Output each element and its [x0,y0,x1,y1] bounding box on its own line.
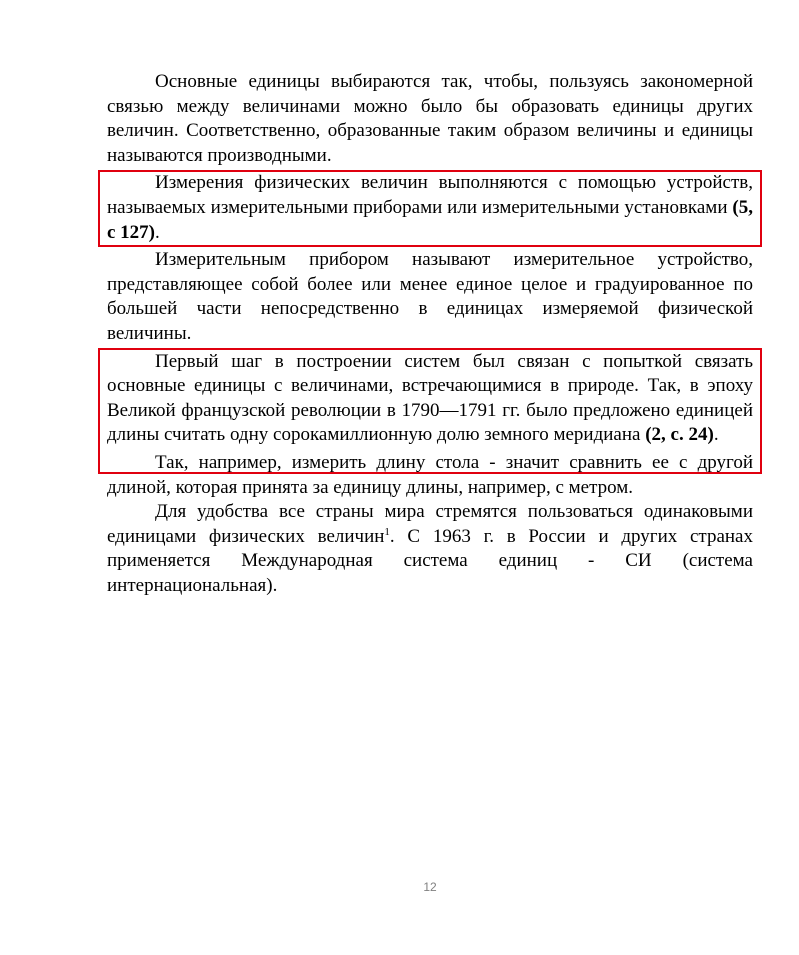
footnote-marker[interactable]: 1 [384,525,390,538]
paragraph-text: Для удобства все страны мира стремятся пользоваться одинаковыми единицами физических величин [107,501,753,547]
highlight-box-first-step [98,348,762,474]
paragraph-text: Измерения физических величин выполняются с помощью устройств, называемых измерительными приборами или измерительными установками [107,172,753,218]
paragraph-measuring-instrument [107,248,753,346]
paragraph-text-continued: . С 1963 г. в России и других странах применяется Международная система единиц - СИ (система интернациональная). [107,525,753,596]
paragraph-si-system [107,500,753,598]
highlight-box-measurements [98,170,762,247]
paragraph-punctuation: . [713,424,719,446]
citation-reference: (2, с. 24) [645,424,714,446]
paragraph-text: Измерительным прибором называют измерительное устройство, представляющее собой более или менее единое целое и градуированное по большей части непосредственно в единицах измеряемой физической величины. [107,249,753,344]
paragraph-text: Первый шаг в построении систем был связан с попыткой связать основные единицы с величинами, встречающимися в природе. Так, в эпоху Великой французской революции в 1790—1791 гг. было предложено единицей длины считать одну сорокамиллионную долю земного меридиана [107,350,753,446]
body-text [107,70,753,598]
citation-reference: (5, с 127) [107,196,753,243]
paragraph-text: Основные единицы выбираются так, чтобы, пользуясь закономерной связью между величинами можно было бы образовать единицы других величин. Соответственно, образованные таким образом величины и единицы называются производными. [107,71,753,166]
paragraph-text: Так, например, измерить длину стола - значит сравнить ее с другой длиной, которая принята за единицу длины, например, с метром. [107,451,753,498]
paragraph-base-units [107,70,753,168]
page-number: 12 [423,880,437,894]
paragraph-punctuation: . [155,221,160,243]
